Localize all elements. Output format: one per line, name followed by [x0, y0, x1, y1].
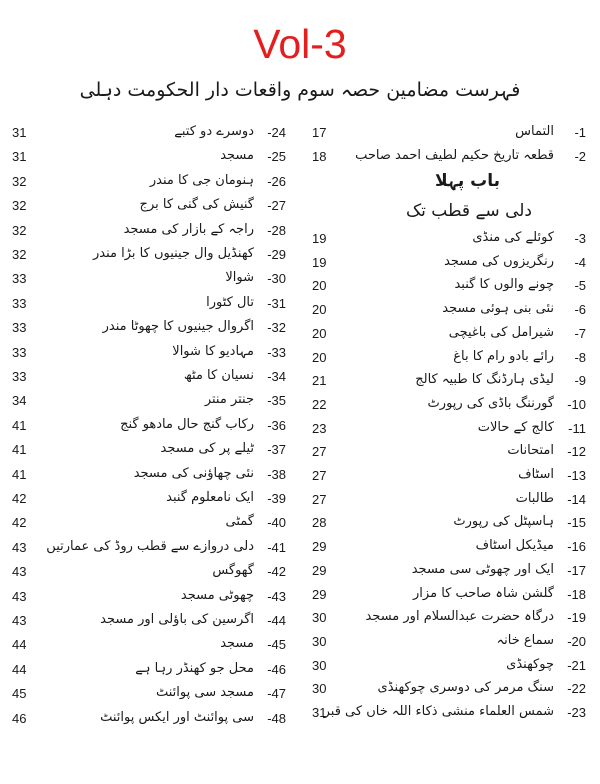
- toc-entry-index: -32: [267, 320, 286, 335]
- toc-entry-index: -22: [567, 681, 586, 696]
- toc-entry-title: درگاہ حضرت عبدالسلام اور مسجد: [365, 609, 554, 624]
- toc-entry-title: رکاب گنج حال مادھو گنج: [120, 417, 254, 432]
- toc-entry-title: شوالا: [225, 270, 254, 285]
- toc-entry-index: -3: [574, 231, 586, 246]
- toc-page-number: 23: [312, 421, 327, 436]
- toc-entry-index: -41: [267, 540, 286, 555]
- toc-entry-index: -37: [267, 442, 286, 457]
- toc-entry-title: اگرسین کی باؤلی اور مسجد: [100, 612, 254, 627]
- toc-entry: [0, 561, 300, 583]
- toc-column-left: [0, 122, 300, 732]
- toc-entry-index: -13: [567, 468, 586, 483]
- toc-entry: [300, 607, 600, 629]
- toc-entry: [0, 390, 300, 412]
- toc-entry-title: رنگریزوں کی مسجد: [444, 254, 554, 269]
- toc-entry-title: چوکھنڈی: [506, 657, 554, 672]
- toc-entry: [300, 370, 600, 392]
- toc-entry-title: جنتر منتر: [204, 392, 254, 407]
- toc-entry: [0, 122, 300, 144]
- toc-page-number: 41: [12, 442, 27, 457]
- toc-entry-index: -15: [567, 515, 586, 530]
- toc-entry-index: -20: [567, 634, 586, 649]
- toc-page-number: 46: [12, 711, 27, 726]
- toc-entry-index: -7: [574, 326, 586, 341]
- toc-entry-index: -21: [567, 658, 586, 673]
- toc-entry-title: اسٹاف: [518, 467, 554, 482]
- toc-entry-index: -48: [267, 711, 286, 726]
- toc-entry-title: گھوگس: [212, 563, 254, 578]
- chapter-subtitle: دلی سے قطب تک: [405, 201, 532, 221]
- chapter-title: باب پہلا: [434, 171, 500, 191]
- toc-page-number: 33: [12, 369, 27, 384]
- toc-entry-index: -10: [567, 397, 586, 412]
- toc-page-number: 30: [312, 634, 327, 649]
- toc-page-number: 20: [312, 278, 327, 293]
- toc-entry-title: کوئلے کی منڈی: [472, 230, 554, 245]
- toc-entry: [300, 536, 600, 558]
- toc-entry: [0, 586, 300, 608]
- toc-entry-title: دلی دروازے سے قطب روڈ کی عمارتیں: [46, 539, 254, 554]
- toc-entry-title: مسجد: [220, 636, 254, 651]
- toc-entry: [0, 366, 300, 388]
- toc-entry-index: -2: [574, 149, 586, 164]
- toc-page-number: 33: [12, 320, 27, 335]
- toc-page-number: 43: [12, 540, 27, 555]
- toc-entry: [300, 441, 600, 463]
- toc-page-number: 31: [312, 705, 327, 720]
- toc-page-number: 20: [312, 302, 327, 317]
- toc-page-number: 29: [312, 587, 327, 602]
- toc-entry: [300, 275, 600, 297]
- toc-page-number: 43: [12, 613, 27, 628]
- toc-entry-title: مسجد سی پوائنٹ: [155, 685, 254, 700]
- toc-entry-title: کھنڈیل وال جینیوں کا بڑا مندر: [93, 246, 254, 261]
- toc-entry-index: -18: [567, 587, 586, 602]
- toc-entry-index: -24: [267, 125, 286, 140]
- toc-entry-index: -47: [267, 686, 286, 701]
- toc-entry: [300, 512, 600, 534]
- toc-entry-title: گورننگ باڈی کی رپورٹ: [427, 396, 554, 411]
- toc-entry: [0, 195, 300, 217]
- toc-page-number: 21: [312, 373, 327, 388]
- toc-entry-index: -40: [267, 515, 286, 530]
- toc-page-number: 42: [12, 491, 27, 506]
- toc-entry: [300, 394, 600, 416]
- toc-entry: [0, 634, 300, 656]
- toc-entry-index: -31: [267, 296, 286, 311]
- toc-entry-title: چھوٹی مسجد: [180, 588, 254, 603]
- toc-page-number: 27: [312, 468, 327, 483]
- toc-entry: [300, 465, 600, 487]
- toc-page-number: 29: [312, 539, 327, 554]
- toc-entry-index: -36: [267, 418, 286, 433]
- toc-entry: [0, 220, 300, 242]
- toc-entry-index: -39: [267, 491, 286, 506]
- toc-entry: [0, 439, 300, 461]
- toc-entry: [0, 537, 300, 559]
- toc-entry-index: -43: [267, 589, 286, 604]
- toc-page-number: 32: [12, 198, 27, 213]
- toc-page-number: 34: [12, 393, 27, 408]
- toc-entry: [0, 610, 300, 632]
- toc-entry: [300, 631, 600, 653]
- toc-entry-index: -6: [574, 302, 586, 317]
- toc-entry-index: -26: [267, 174, 286, 189]
- toc-entry-index: -11: [568, 421, 586, 436]
- toc-entry: [300, 584, 600, 606]
- toc-entry-title: کالج کے حالات: [477, 420, 554, 435]
- toc-page-number: 44: [12, 662, 27, 677]
- toc-entry-title: قطعہ تاریخ حکیم لطیف احمد صاحب: [355, 148, 554, 163]
- toc-entry: [0, 512, 300, 534]
- toc-page-number: 27: [312, 492, 327, 507]
- toc-page-number: 41: [12, 418, 27, 433]
- toc-entry: [0, 293, 300, 315]
- toc-page-number: 30: [312, 658, 327, 673]
- toc-entry-title: سماع خانہ: [496, 633, 554, 648]
- toc-entry: [300, 702, 600, 724]
- toc-entry: [0, 708, 300, 730]
- toc-page-number: 31: [12, 149, 27, 164]
- toc-entry: [300, 560, 600, 582]
- toc-entry-title: محل جو کھنڈر رہا ہے: [135, 661, 254, 676]
- toc-entry: [0, 146, 300, 168]
- toc-entry: [300, 146, 600, 168]
- toc-entry-title: ہاسپٹل کی رپورٹ: [453, 514, 554, 529]
- toc-entry-index: -46: [267, 662, 286, 677]
- toc-entry-index: -5: [574, 278, 586, 293]
- toc-entry-title: التماس: [515, 124, 554, 139]
- toc-entry-index: -23: [567, 705, 586, 720]
- toc-entry-index: -33: [267, 345, 286, 360]
- toc-entry: [300, 252, 600, 274]
- toc-entry: [300, 678, 600, 700]
- toc-entry-index: -1: [574, 125, 586, 140]
- toc-entry-index: -14: [567, 492, 586, 507]
- toc-page-number: 30: [312, 681, 327, 696]
- toc-entry-title: دوسرے دو کتبے: [174, 124, 254, 139]
- toc-entry: [300, 418, 600, 440]
- toc-page-number: 32: [12, 247, 27, 262]
- toc-entry-title: راجہ کے بازار کی مسجد: [123, 222, 254, 237]
- toc-entry-index: -44: [267, 613, 286, 628]
- toc-page-number: 28: [312, 515, 327, 530]
- toc-entry-title: تال کٹورا: [206, 295, 254, 310]
- toc-page-number: 33: [12, 271, 27, 286]
- toc-entry-index: -30: [267, 271, 286, 286]
- toc-entry-index: -17: [567, 563, 586, 578]
- toc-entry-title: ہنومان جی کا مندر: [149, 173, 254, 188]
- toc-entry-title: رائے بادو رام کا باغ: [453, 349, 554, 364]
- toc-entry: [0, 342, 300, 364]
- toc-page-number: 32: [12, 174, 27, 189]
- toc-entry-title: نئی بنی ہوئی مسجد: [442, 301, 554, 316]
- toc-entry: [0, 683, 300, 705]
- toc-entry-title: نئی چھاؤنی کی مسجد: [133, 466, 254, 481]
- toc-entry-title: سی پوائنٹ اور ایکس پوائنٹ: [100, 710, 254, 725]
- toc-entry-title: گلشن شاہ صاحب کا مزار: [413, 586, 554, 601]
- toc-entry-index: -8: [574, 350, 586, 365]
- page-heading: فہرست مضامین حصہ سوم واقعات دار الحکومت دہلی: [79, 79, 521, 101]
- toc-entry: [0, 244, 300, 266]
- toc-entry: [300, 655, 600, 677]
- toc-column-right: [300, 122, 600, 732]
- toc-entry-title: گمٹی: [225, 514, 254, 529]
- toc-entry-index: -12: [567, 444, 586, 459]
- toc-entry: [300, 489, 600, 511]
- toc-page-number: 42: [12, 515, 27, 530]
- toc-entry: [300, 299, 600, 321]
- toc-page-number: 45: [12, 686, 27, 701]
- toc-entry-title: ایک اور چھوٹی سی مسجد: [411, 562, 554, 577]
- toc-entry-index: -35: [267, 393, 286, 408]
- toc-entry-title: میڈیکل اسٹاف: [475, 538, 554, 553]
- toc-entry-title: نسیان کا مٹھ: [183, 368, 254, 383]
- toc-entry-index: -38: [267, 467, 286, 482]
- toc-entry-title: ٹیلے پر کی مسجد: [160, 441, 254, 456]
- toc-page-number: 33: [12, 345, 27, 360]
- toc-entry-index: -28: [267, 223, 286, 238]
- toc-page-number: 17: [312, 125, 327, 140]
- toc-page-number: 41: [12, 467, 27, 482]
- toc-entry-title: سنگ مرمر کی دوسری چوکھنڈی: [377, 680, 554, 695]
- toc-entry-title: مسجد: [220, 148, 254, 163]
- toc-page-number: 33: [12, 296, 27, 311]
- toc-entry-title: ایک نامعلوم گنبد: [166, 490, 254, 505]
- toc-entry-index: -16: [567, 539, 586, 554]
- volume-label: Vol-3: [253, 21, 347, 67]
- toc-page-number: 27: [312, 444, 327, 459]
- toc-entry-title: مہادیو کا شوالا: [172, 344, 254, 359]
- toc-page-number: 18: [312, 149, 327, 164]
- toc-entry-index: -45: [267, 637, 286, 652]
- toc-entry-title: گنیش کی گنی کا برج: [139, 197, 254, 212]
- toc-entry: [0, 317, 300, 339]
- toc-entry: [0, 464, 300, 486]
- toc-entry-index: -9: [574, 373, 586, 388]
- toc-entry-index: -4: [574, 255, 586, 270]
- toc-entry-title: شمس العلماء منشی ذکاء اللہ خاں کی قبر: [323, 704, 554, 719]
- toc-entry: [0, 415, 300, 437]
- toc-entry-index: -34: [267, 369, 286, 384]
- toc-entry: [0, 171, 300, 193]
- toc-entry: [0, 488, 300, 510]
- toc-entry: [300, 323, 600, 345]
- toc-entry-title: امتحانات: [507, 443, 554, 458]
- toc-entry-title: چونے والوں کا گنبد: [454, 277, 554, 292]
- toc-entry-title: لیڈی ہارڈنگ کا طبیہ کالج: [415, 372, 554, 387]
- toc-page-number: 29: [312, 563, 327, 578]
- toc-entry-index: -27: [267, 198, 286, 213]
- toc-entry-index: -19: [567, 610, 586, 625]
- toc-page-number: 20: [312, 350, 327, 365]
- toc-page-number: 31: [12, 125, 27, 140]
- toc-entry: [0, 268, 300, 290]
- toc-entry-title: اگروال جینیوں کا چھوٹا مندر: [102, 319, 254, 334]
- toc-entry: [0, 659, 300, 681]
- toc-page-number: 19: [312, 255, 327, 270]
- toc-page-number: 43: [12, 564, 27, 579]
- toc-entry-index: -42: [267, 564, 286, 579]
- toc-entry-title: شیرامل کی باغیچی: [448, 325, 554, 340]
- toc-entry-index: -25: [267, 149, 286, 164]
- toc-page-number: 44: [12, 637, 27, 652]
- toc-page-number: 30: [312, 610, 327, 625]
- toc-page-number: 22: [312, 397, 327, 412]
- toc-entry-title: طالبات: [515, 491, 554, 506]
- toc-entry: [300, 122, 600, 144]
- toc-entry: [300, 228, 600, 250]
- toc-entry-index: -29: [267, 247, 286, 262]
- toc-page-number: 19: [312, 231, 327, 246]
- toc-page-number: 32: [12, 223, 27, 238]
- toc-page-number: 20: [312, 326, 327, 341]
- toc-page-number: 43: [12, 589, 27, 604]
- toc-entry: [300, 347, 600, 369]
